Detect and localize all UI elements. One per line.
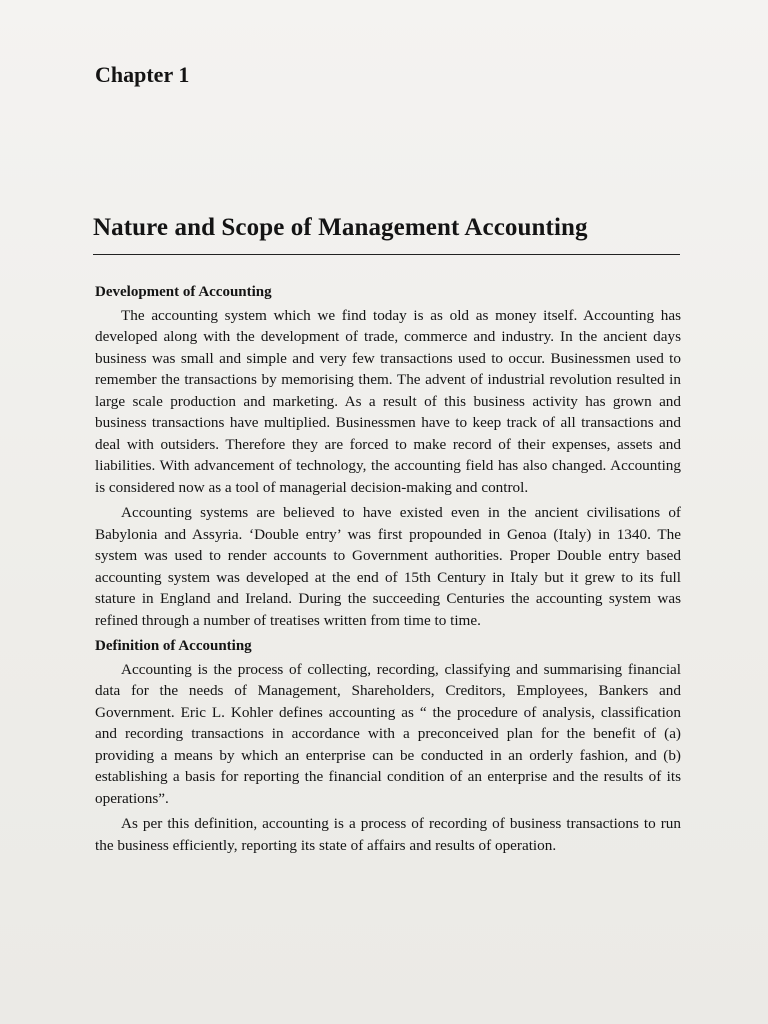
title-underline [93,254,680,255]
paragraph: Accounting systems are believed to have existed even in the ancient civilisations of Babylonia and Assyria. ‘Double entry’ was first propounded in Genoa (Italy) in 1340. The system was used to render accounts to Government authorities. Proper Double entry based accounting system was developed at the end of 15th Century in Italy but it grew to its full stature in England and Ireland. During the succeeding Centuries the accounting system was refined through a number of treatises written from time to time. [95,504,681,629]
chapter-label: Chapter 1 [95,62,190,87]
section-development [95,282,681,631]
chapter-title: Nature and Scope of Management Accounting [93,214,588,241]
paragraph: Accounting is the process of collecting, recording, classifying and summarising financial data for the needs of Management, Shareholders, Creditors, Employees, Bankers and Government. Eric L. Kohler defines accounting as “ the procedure of analysis, classification and recording transactions in accordance with a preconceived plan for the benefit of (a) providing a means by which an enterprise can be conducted in an orderly fashion, and (b) establishing a basis for reporting the financial condition of an enterprise and the results of its operations”. [95,660,681,807]
section-definition [95,636,681,856]
body-text [95,282,681,856]
paragraph: The accounting system which we find today is as old as money itself. Accounting has developed along with the development of trade, commerce and industry. In the ancient days business was small and simple and very few transactions used to occur. Businessmen used to remember the transactions by memorising them. The advent of industrial revolution resulted in large scale production and marketing. As a result of this business activity has grown and business transactions have multiplied. Businessmen have to keep track of all transactions and deal with outsiders. Therefore they are forced to make record of their expenses, assets and liabilities. With advancement of technology, the accounting field has also changed. Accounting is considered now as a tool of managerial decision-making and control. [95,306,681,496]
section-heading-development: Development of Accounting [95,284,272,300]
paragraph: As per this definition, accounting is a process of recording of business transactions to run the business efficiently, reporting its state of affairs and results of operation. [95,815,681,854]
section-heading-definition: Definition of Accounting [95,638,252,654]
